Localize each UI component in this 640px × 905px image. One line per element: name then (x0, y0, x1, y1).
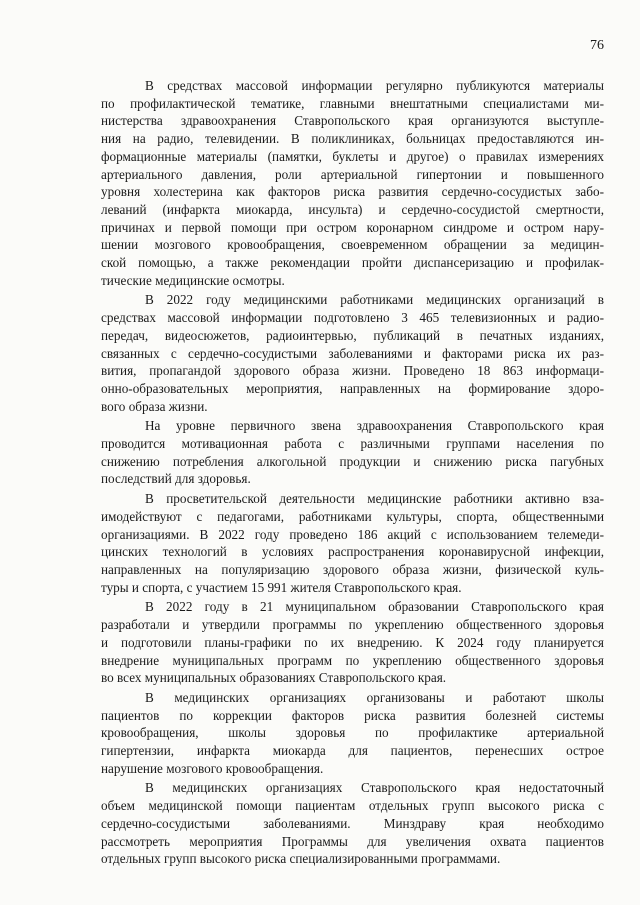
text-line: средствах массовой информации подготовлено 3 465 телевизионных и радио- (101, 310, 604, 326)
text-line: онно-образовательных мероприятия, направленных на формирование здоро- (101, 380, 604, 396)
text-line: В 2022 году медицинскими работниками медицинских организаций в (145, 292, 604, 308)
text-line: имодействуют с педагогами, работниками культуры, спорта, общественными (101, 508, 604, 524)
text-line: рассмотреть мероприятия Программы для увеличения охвата пациентов (101, 833, 604, 849)
text-line: пациентов по коррекции факторов риска развития болезней системы (101, 707, 604, 723)
paragraph (101, 598, 604, 687)
paragraph (101, 779, 604, 868)
text-line: внедрение муниципальных программ по укреплению общественного здоровья (101, 652, 604, 668)
text-line: вития, пропагандой здорового образа жизни. Проведено 18 863 информаци- (101, 363, 604, 379)
text-line: объем медицинской помощи пациентам отдельных групп высокого риска с (101, 798, 604, 814)
text-line: и подготовили планы-графики по их внедрению. К 2024 году планируется (101, 634, 604, 650)
text-line: нарушение мозгового кровообращения. (101, 760, 324, 776)
text-line: проводится мотивационная работа с различными группами населения по (101, 436, 604, 452)
text-line: ской помощью, а также рекомендации пройти диспансеризацию и профилак- (101, 255, 604, 271)
text-line: отдельных групп высокого риска специализированными программами. (101, 851, 501, 867)
text-line: нистерства здравоохранения Ставропольского края организуются выступле- (101, 113, 604, 129)
text-line: причинах и первой помощи при остром коронарном синдроме и остром нару- (101, 219, 604, 235)
text-line: связанных с сердечно-сосудистыми заболеваниями и факторами риска их раз- (101, 345, 604, 361)
text-line: формационные материалы (памятки, буклеты и другое) о правилах измерениях (101, 148, 604, 164)
text-line: гипертензии, инфаркта миокарда для пациентов, перенесших острое (101, 743, 604, 759)
text-line: организациями. В 2022 году проведено 186 акций с использованием телемеди- (101, 526, 604, 542)
text-line: по профилактической тематике, главными внештатными специалистами ми- (101, 95, 604, 111)
text-line: разработали и утвердили программы по укреплению общественного здоровья (101, 617, 604, 633)
paragraph (101, 77, 604, 289)
text-line: тические медицинские осмотры. (101, 272, 285, 288)
text-line: цинских технологий в условиях распространения коронавирусной инфекции, (101, 544, 604, 560)
text-line: В медицинских организациях Ставропольского края недостаточный (145, 780, 604, 796)
text-line: В 2022 году в 21 муниципальном образовании Ставропольского края (145, 599, 604, 615)
text-line: во всех муниципальных образованиях Ставропольского края. (101, 670, 447, 686)
text-line: вого образа жизни. (101, 398, 208, 414)
text-line: сердечно-сосудистыми заболеваниями. Минздраву края необходимо (101, 815, 604, 831)
text-line: уровня холестерина как факторов риска развития сердечно-сосудистых забо- (101, 184, 604, 200)
paragraph (101, 689, 604, 778)
text-line: В медицинских организациях организованы и работают школы (145, 689, 604, 705)
text-line: туры и спорта, с участием 15 991 жителя Ставропольского края. (101, 579, 462, 595)
text-line: ния на радио, телевидении. В поликлиниках, больницах предоставляются ин- (101, 131, 604, 147)
paragraph (101, 291, 604, 415)
text-line: На уровне первичного звена здравоохранения Ставропольского края (145, 418, 604, 434)
paragraph (101, 417, 604, 488)
text-line: снижению потребления алкогольной продукции и снижению риска пагубных (101, 453, 604, 469)
paragraph (101, 490, 604, 596)
text-line: В просветительской деятельности медицинские работники активно вза- (145, 491, 604, 507)
text-line: шении мозгового кровообращения, своевременном обращении за медицин- (101, 237, 604, 253)
text-line: направленных на популяризацию здорового образа жизни, физической куль- (101, 561, 604, 577)
text-line: В средствах массовой информации регулярно публикуются материалы (145, 78, 604, 93)
page-number: 76 (590, 38, 604, 53)
text-line: передач, видеосюжетов, радиоинтервью, публикаций в печатных изданиях, (101, 327, 604, 343)
text-line: артериального давления, роли артериальной гипертонии и повышенного (101, 166, 604, 182)
text-line: последствий для здоровья. (101, 471, 251, 487)
text-line: кровообращения, школы здоровья по профилактике артериальной (101, 725, 604, 741)
document-body (101, 77, 604, 870)
text-line: леваний (инфаркта миокарда, инсульта) и сердечно-сосудистой смертности, (101, 201, 604, 217)
